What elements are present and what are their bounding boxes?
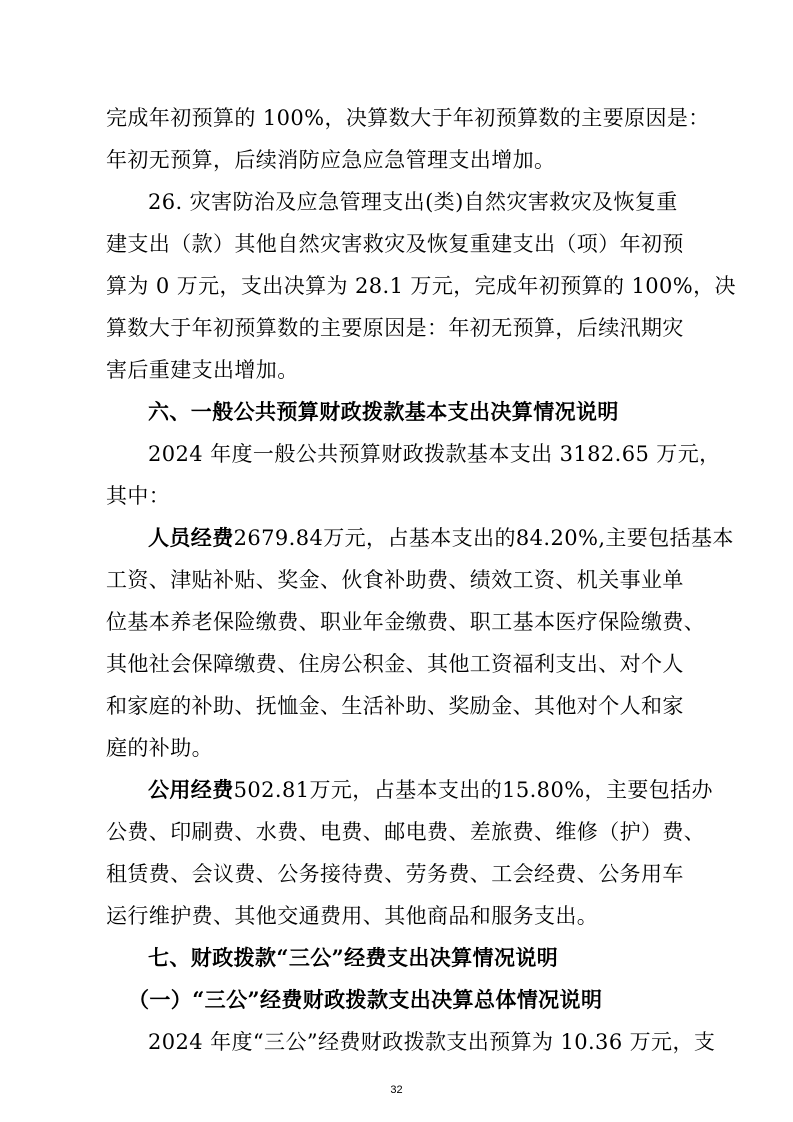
public-expense-label: 公用经费 [148,777,234,802]
paragraph-line: 运行维护费、其他交通费用、其他商品和服务支出。 [106,904,599,928]
paragraph-line: 完成年初预算的 100%，决算数大于年初预算数的主要原因是： [106,106,710,130]
paragraph-line: 2024 年度“三公”经费财政拨款支出预算为 10.36 万元，支 [148,1030,716,1054]
paragraph-line: 和家庭的补助、抚恤金、生活补助、奖励金、其他对个人和家 [106,694,684,718]
public-expense-line [148,777,713,802]
paragraph-line: 26. 灾害防治及应急管理支出(类)自然灾害救灾及恢复重 [148,190,678,214]
section-heading: 七、财政拨款“三公”经费支出决算情况说明 [148,945,559,970]
paragraph-line: 害后重建支出增加。 [106,358,299,382]
paragraph-line: 其他社会保障缴费、住房公积金、其他工资福利支出、对个人 [106,652,684,676]
personnel-expense-label: 人员经费 [148,525,234,550]
section-heading: 六、一般公共预算财政拨款基本支出决算情况说明 [148,399,619,424]
paragraph-line: 租赁费、会议费、公务接待费、劳务费、工会经费、公务用车 [106,862,684,886]
paragraph-line: 庭的补助。 [106,736,213,760]
paragraph-line: 年初无预算，后续消防应急应急管理支出增加。 [106,148,556,172]
personnel-expense-text: 2679.84万元，占基本支出的84.20%,主要包括基本 [233,526,734,550]
public-expense-text: 502.81万元，占基本支出的15.80%，主要包括办 [233,778,713,802]
paragraph-line: 算为 0 万元，支出决算为 28.1 万元，完成年初预算的 100%，决 [106,274,736,298]
paragraph-line: 建支出（款）其他自然灾害救灾及恢复重建支出（项）年初预 [106,232,684,256]
paragraph-line: 算数大于年初预算数的主要原因是：年初无预算，后续汛期灾 [106,316,684,340]
personnel-expense-line [148,525,734,550]
paragraph-line: 其中： [106,484,171,508]
paragraph-line: 位基本养老保险缴费、职业年金缴费、职工基本医疗保险缴费、 [106,610,706,634]
paragraph-line: 工资、津贴补贴、奖金、伙食补助费、绩效工资、机关事业单 [106,568,684,592]
subsection-heading: （一）“三公”经费财政拨款支出决算总体情况说明 [128,987,603,1012]
paragraph-line: 2024 年度一般公共预算财政拨款基本支出 3182.65 万元， [148,442,721,466]
page-number: 32 [390,1084,403,1096]
paragraph-line: 公费、印刷费、水费、电费、邮电费、差旅费、维修（护）费、 [106,820,706,844]
